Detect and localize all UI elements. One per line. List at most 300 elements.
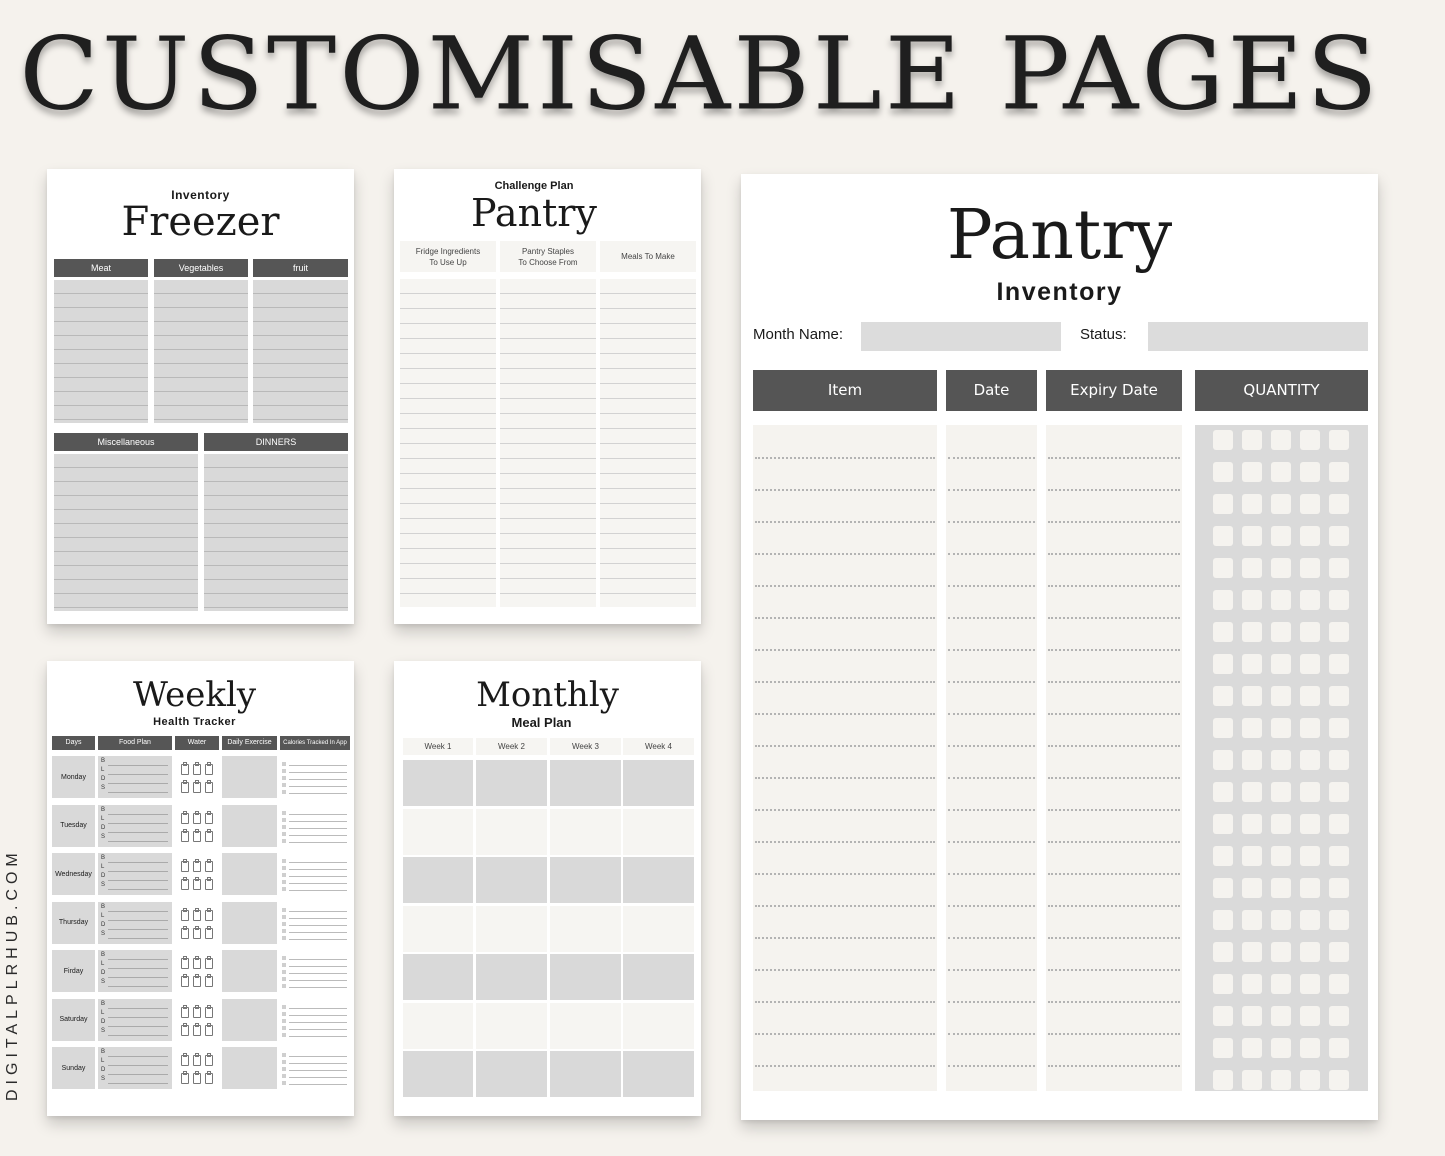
- month-name-label: Month Name:: [753, 326, 844, 343]
- calorie-line: [289, 842, 347, 843]
- weekly-day-cell: Thursday: [52, 902, 95, 944]
- quantity-checkbox: [1300, 1070, 1320, 1090]
- pantry-challenge-title: Pantry: [471, 191, 597, 235]
- dotted-row-line: [948, 585, 1035, 587]
- dotted-row-line: [755, 873, 935, 875]
- quantity-checkbox: [1329, 878, 1349, 898]
- freezer-subtitle: Inventory: [171, 188, 230, 202]
- weekly-food-plan-cell: [98, 950, 172, 992]
- calorie-checkbox: [282, 929, 286, 933]
- weekly-col-calories: Calories Tracked In App: [280, 736, 350, 750]
- meal-plan-cell: [550, 809, 621, 855]
- dotted-row-line: [1048, 1033, 1180, 1035]
- calorie-line: [289, 821, 347, 822]
- meal-plan-cell: [403, 809, 473, 855]
- weekly-col-days: Days: [52, 736, 95, 750]
- quantity-checkbox: [1213, 1070, 1233, 1090]
- weekly-food-plan-cell: [98, 902, 172, 944]
- water-bottle-icon: [205, 1007, 213, 1018]
- monthly-subtitle: Meal Plan: [511, 715, 572, 730]
- meal-letter: D: [101, 970, 106, 976]
- water-bottle-icon: [181, 928, 189, 939]
- quantity-checkbox: [1329, 782, 1349, 802]
- weekly-day-cell: Sunday: [52, 1047, 95, 1089]
- meal-line: [108, 986, 168, 987]
- water-bottle-icon: [205, 1055, 213, 1066]
- quantity-checkbox: [1300, 942, 1320, 962]
- meal-plan-cell: [550, 760, 621, 806]
- weekly-day-row: [47, 999, 354, 1043]
- calorie-checkbox: [282, 984, 286, 988]
- weekly-water-cell: [175, 756, 219, 798]
- monthly-title: Monthly: [476, 675, 619, 715]
- weekly-calories-cell: [280, 902, 350, 944]
- weekly-subtitle: Health Tracker: [153, 716, 236, 728]
- quantity-checkbox: [1300, 974, 1320, 994]
- meal-plan-cell: [403, 1003, 473, 1049]
- calorie-checkbox: [282, 977, 286, 981]
- calorie-checkbox: [282, 866, 286, 870]
- quantity-checkbox: [1329, 974, 1349, 994]
- meal-plan-cell: [550, 906, 621, 952]
- dotted-row-line: [948, 905, 1035, 907]
- water-bottle-icon: [205, 1073, 213, 1084]
- dotted-row-line: [948, 1033, 1035, 1035]
- calorie-checkbox: [282, 859, 286, 863]
- pantry-challenge-subtitle: Challenge Plan: [494, 180, 574, 192]
- meal-line: [108, 977, 168, 978]
- calorie-checkbox: [282, 818, 286, 822]
- pantry-inventory-page: [741, 174, 1378, 1120]
- dotted-row-line: [948, 841, 1035, 843]
- quantity-checkbox: [1329, 622, 1349, 642]
- quantity-checkbox: [1271, 846, 1291, 866]
- freezer-col-vegetables: Vegetables: [154, 259, 248, 277]
- meal-letter: B: [101, 952, 106, 958]
- meal-letter: L: [101, 815, 105, 822]
- water-bottle-icon: [181, 764, 189, 775]
- meal-line: [108, 1017, 168, 1018]
- dotted-row-line: [755, 713, 935, 715]
- status-label: Status:: [1080, 326, 1127, 343]
- calorie-line: [289, 1084, 347, 1085]
- calorie-line: [289, 980, 347, 981]
- dotted-row-line: [755, 1033, 935, 1035]
- water-bottle-icon: [193, 782, 201, 793]
- weekly-exercise-cell: [222, 756, 277, 798]
- weekly-water-cell: [175, 805, 219, 847]
- freezer-meat-area: [54, 280, 148, 423]
- dotted-row-line: [755, 1065, 935, 1067]
- meal-line: [108, 832, 168, 833]
- water-bottle-icon: [193, 1025, 201, 1036]
- water-bottle-icon: [205, 861, 213, 872]
- meal-letter: D: [101, 921, 106, 928]
- meal-line: [108, 1056, 168, 1057]
- quantity-checkbox: [1242, 1070, 1262, 1090]
- dotted-row-line: [1048, 1001, 1180, 1003]
- weekly-food-plan-cell: [98, 999, 172, 1041]
- weekly-exercise-cell: [222, 805, 277, 847]
- calorie-checkbox: [282, 811, 286, 815]
- weekly-day-row: [47, 853, 354, 897]
- quantity-checkbox: [1271, 622, 1291, 642]
- dotted-row-line: [755, 649, 935, 651]
- calorie-checkbox: [282, 1026, 286, 1030]
- dotted-row-line: [755, 553, 935, 555]
- quantity-checkbox: [1213, 462, 1233, 482]
- dotted-row-line: [948, 713, 1035, 715]
- weekly-col-water: Water: [175, 736, 219, 750]
- water-bottle-icon: [193, 879, 201, 890]
- monthly-col-week2: Week 2: [476, 738, 547, 755]
- quantity-checkbox: [1271, 1006, 1291, 1026]
- dotted-row-line: [948, 553, 1035, 555]
- quantity-checkbox: [1242, 622, 1262, 642]
- weekly-water-cell: [175, 902, 219, 944]
- monthly-col-week1: Week 1: [403, 738, 473, 755]
- meal-plan-cell: [550, 1051, 621, 1097]
- quantity-checkbox: [1300, 622, 1320, 642]
- meal-letter: S: [101, 930, 106, 937]
- side-watermark-text: DIGITALPLRHUB.COM: [4, 848, 21, 1101]
- quantity-checkbox: [1271, 910, 1291, 930]
- quantity-checkbox: [1213, 526, 1233, 546]
- water-bottle-icon: [193, 861, 201, 872]
- quantity-checkbox: [1271, 654, 1291, 674]
- meal-letter: S: [101, 979, 106, 985]
- freezer-col-fruit: fruit: [253, 259, 348, 277]
- quantity-checkbox: [1300, 878, 1320, 898]
- status-field[interactable]: [1148, 322, 1368, 351]
- water-bottle-icon: [181, 976, 189, 987]
- meal-line: [108, 823, 168, 824]
- monthly-col-week3: Week 3: [550, 738, 621, 755]
- quantity-checkbox: [1300, 590, 1320, 610]
- col-item: Item: [753, 370, 937, 411]
- calorie-line: [289, 779, 347, 780]
- pantry-challenge-col-fridge: [400, 241, 496, 272]
- weekly-calories-cell: [280, 756, 350, 798]
- meal-line: [108, 1008, 168, 1009]
- meal-line: [108, 1083, 168, 1084]
- quantity-checkbox: [1329, 590, 1349, 610]
- quantity-checkbox: [1271, 686, 1291, 706]
- quantity-checkbox: [1242, 782, 1262, 802]
- meal-line: [108, 911, 168, 912]
- dotted-row-line: [948, 1065, 1035, 1067]
- dotted-row-line: [755, 681, 935, 683]
- quantity-checkbox: [1300, 814, 1320, 834]
- calorie-line: [289, 918, 347, 919]
- dotted-row-line: [1048, 457, 1180, 459]
- quantity-checkbox: [1300, 782, 1320, 802]
- quantity-checkbox: [1242, 430, 1262, 450]
- meal-line: [108, 938, 168, 939]
- calorie-line: [289, 987, 347, 988]
- calorie-checkbox: [282, 915, 286, 919]
- col-date: Date: [946, 370, 1037, 411]
- meal-line: [108, 871, 168, 872]
- monthly-meal-plan-page: [394, 661, 701, 1116]
- meal-plan-cell: [623, 906, 694, 952]
- water-bottle-icon: [193, 1073, 201, 1084]
- headline: CUSTOMISABLE PAGES: [19, 15, 1381, 133]
- calorie-line: [289, 1036, 347, 1037]
- freezer-misc-area: [54, 454, 198, 611]
- dotted-row-line: [948, 969, 1035, 971]
- quantity-checkbox: [1329, 750, 1349, 770]
- quantity-checkbox: [1242, 974, 1262, 994]
- quantity-checkbox: [1329, 654, 1349, 674]
- meal-letter: L: [101, 864, 105, 870]
- calorie-checkbox: [282, 783, 286, 787]
- calorie-line: [289, 765, 347, 766]
- quantity-checkbox: [1213, 782, 1233, 802]
- calorie-line: [289, 1070, 347, 1071]
- dotted-row-line: [1048, 585, 1180, 587]
- weekly-calories-cell: [280, 950, 350, 992]
- quantity-checkbox: [1329, 718, 1349, 738]
- dotted-row-line: [948, 617, 1035, 619]
- calorie-checkbox: [282, 832, 286, 836]
- calorie-line: [289, 883, 347, 884]
- pantry-challenge-meals-area: [600, 279, 696, 607]
- calorie-checkbox: [282, 825, 286, 829]
- calorie-line: [289, 793, 347, 794]
- weekly-calories-cell: [280, 853, 350, 895]
- calorie-checkbox: [282, 1053, 286, 1057]
- dotted-row-line: [948, 745, 1035, 747]
- calorie-line: [289, 890, 347, 891]
- calorie-line: [289, 966, 347, 967]
- calorie-checkbox: [282, 1060, 286, 1064]
- quantity-checkbox: [1271, 1038, 1291, 1058]
- meal-letter: S: [101, 1076, 106, 1082]
- meal-plan-cell: [476, 906, 547, 952]
- water-bottle-icon: [205, 958, 213, 969]
- quantity-checkbox: [1271, 430, 1291, 450]
- quantity-checkbox: [1213, 878, 1233, 898]
- freezer-fruit-area: [253, 280, 348, 423]
- meal-letter: B: [101, 806, 106, 813]
- meal-letter: D: [101, 824, 106, 831]
- dotted-row-line: [755, 521, 935, 523]
- quantity-checkbox: [1271, 942, 1291, 962]
- meal-letter: B: [101, 758, 106, 764]
- quantity-checkbox: [1242, 526, 1262, 546]
- meal-line: [108, 929, 168, 930]
- water-bottle-icon: [205, 928, 213, 939]
- calorie-checkbox: [282, 970, 286, 974]
- item-column-area: [753, 425, 937, 1091]
- quantity-checkbox: [1271, 494, 1291, 514]
- weekly-health-tracker-page: [47, 661, 354, 1116]
- quantity-checkbox: [1300, 494, 1320, 514]
- water-bottle-icon: [181, 1007, 189, 1018]
- weekly-col-food-plan: Food Plan: [98, 736, 172, 750]
- meal-letter: S: [101, 1027, 106, 1034]
- calorie-line: [289, 1022, 347, 1023]
- calorie-checkbox: [282, 936, 286, 940]
- meal-line: [108, 783, 168, 784]
- freezer-col-misc: Miscellaneous: [54, 433, 198, 451]
- water-bottle-icon: [181, 861, 189, 872]
- water-bottle-icon: [181, 910, 189, 921]
- meal-letter: D: [101, 873, 106, 879]
- dotted-row-line: [948, 521, 1035, 523]
- water-bottle-icon: [193, 928, 201, 939]
- quantity-checkbox: [1242, 910, 1262, 930]
- quantity-checkbox: [1329, 526, 1349, 546]
- meal-letter: S: [101, 785, 106, 791]
- dotted-row-line: [1048, 681, 1180, 683]
- quantity-checkbox: [1213, 718, 1233, 738]
- dotted-row-line: [1048, 841, 1180, 843]
- meal-letter: B: [101, 1049, 106, 1055]
- meal-line: [108, 968, 168, 969]
- quantity-checkbox: [1271, 1070, 1291, 1090]
- weekly-day-row: [47, 950, 354, 994]
- weekly-food-plan-cell: [98, 805, 172, 847]
- freezer-col-dinners: DINNERS: [204, 433, 348, 451]
- dotted-row-line: [948, 809, 1035, 811]
- calorie-checkbox: [282, 922, 286, 926]
- quantity-checkbox: [1213, 590, 1233, 610]
- weekly-calories-cell: [280, 805, 350, 847]
- calorie-checkbox: [282, 1081, 286, 1085]
- meal-plan-cell: [476, 857, 547, 903]
- dotted-row-line: [1048, 649, 1180, 651]
- meal-plan-cell: [550, 1003, 621, 1049]
- dotted-row-line: [948, 937, 1035, 939]
- water-bottle-icon: [193, 910, 201, 921]
- calorie-line: [289, 939, 347, 940]
- dotted-row-line: [755, 937, 935, 939]
- water-bottle-icon: [181, 958, 189, 969]
- col-expiry-date: Expiry Date: [1046, 370, 1182, 411]
- dotted-row-line: [1048, 905, 1180, 907]
- quantity-checkbox: [1242, 878, 1262, 898]
- meal-plan-cell: [623, 1003, 694, 1049]
- quantity-checkbox: [1242, 750, 1262, 770]
- water-bottle-icon: [193, 813, 201, 824]
- freezer-col-meat: Meat: [54, 259, 148, 277]
- dotted-row-line: [1048, 745, 1180, 747]
- quantity-checkbox: [1300, 462, 1320, 482]
- quantity-checkbox: [1242, 1038, 1262, 1058]
- dotted-row-line: [755, 489, 935, 491]
- meal-line: [108, 1026, 168, 1027]
- quantity-checkbox: [1271, 526, 1291, 546]
- quantity-checkbox: [1242, 558, 1262, 578]
- calorie-line: [289, 1077, 347, 1078]
- month-name-field[interactable]: [861, 322, 1061, 351]
- pantry-challenge-page: [394, 169, 701, 624]
- meal-letter: S: [101, 833, 106, 840]
- quantity-checkbox: [1271, 718, 1291, 738]
- col-quantity: QUANTITY: [1195, 370, 1368, 411]
- calorie-line: [289, 911, 347, 912]
- meal-plan-cell: [623, 857, 694, 903]
- quantity-checkbox: [1213, 910, 1233, 930]
- dotted-row-line: [1048, 969, 1180, 971]
- calorie-line: [289, 1008, 347, 1009]
- water-bottle-icon: [205, 910, 213, 921]
- weekly-exercise-cell: [222, 950, 277, 992]
- meal-plan-cell: [403, 1051, 473, 1097]
- quantity-checkbox: [1329, 430, 1349, 450]
- calorie-line: [289, 876, 347, 877]
- weekly-water-cell: [175, 853, 219, 895]
- calorie-checkbox: [282, 1067, 286, 1071]
- dotted-row-line: [755, 745, 935, 747]
- weekly-day-row: [47, 1047, 354, 1091]
- calorie-line: [289, 835, 347, 836]
- water-bottle-icon: [205, 976, 213, 987]
- calorie-checkbox: [282, 880, 286, 884]
- quantity-checkbox: [1271, 462, 1291, 482]
- quantity-checkbox: [1300, 654, 1320, 674]
- dotted-row-line: [755, 969, 935, 971]
- calorie-checkbox: [282, 887, 286, 891]
- dotted-row-line: [755, 617, 935, 619]
- calorie-checkbox: [282, 776, 286, 780]
- meal-letter: L: [101, 1058, 105, 1064]
- calorie-line: [289, 925, 347, 926]
- quantity-checkbox: [1271, 558, 1291, 578]
- quantity-checkbox: [1329, 1006, 1349, 1026]
- quantity-checkbox: [1213, 1038, 1233, 1058]
- quantity-checkbox: [1242, 942, 1262, 962]
- meal-letter: S: [101, 882, 106, 888]
- meal-plan-cell: [623, 809, 694, 855]
- quantity-checkbox: [1329, 558, 1349, 578]
- calorie-checkbox: [282, 790, 286, 794]
- quantity-checkbox: [1300, 526, 1320, 546]
- weekly-day-row: [47, 805, 354, 849]
- meal-line: [108, 841, 168, 842]
- calorie-checkbox: [282, 1019, 286, 1023]
- quantity-checkbox: [1213, 942, 1233, 962]
- weekly-day-cell: Saturday: [52, 999, 95, 1041]
- water-bottle-icon: [181, 1073, 189, 1084]
- meal-plan-cell: [403, 954, 473, 1000]
- meal-letter: B: [101, 1000, 106, 1007]
- meal-letter: D: [101, 776, 106, 782]
- quantity-checkbox: [1271, 974, 1291, 994]
- dotted-row-line: [1048, 777, 1180, 779]
- water-bottle-icon: [205, 831, 213, 842]
- monthly-col-week4: Week 4: [623, 738, 694, 755]
- meal-letter: L: [101, 912, 105, 919]
- meal-plan-cell: [476, 760, 547, 806]
- meal-plan-cell: [550, 954, 621, 1000]
- meal-letter: D: [101, 1018, 106, 1025]
- meal-plan-cell: [623, 760, 694, 806]
- quantity-checkbox: [1242, 814, 1262, 834]
- calorie-line: [289, 1015, 347, 1016]
- pantry-challenge-staples-area: [500, 279, 596, 607]
- quantity-checkbox: [1329, 1070, 1349, 1090]
- weekly-water-cell: [175, 1047, 219, 1089]
- quantity-checkbox: [1242, 654, 1262, 674]
- col-fridge-label: Fridge Ingredients To Use Up: [415, 246, 481, 267]
- dotted-row-line: [948, 1001, 1035, 1003]
- quantity-checkbox: [1300, 430, 1320, 450]
- calorie-checkbox: [282, 963, 286, 967]
- quantity-checkbox: [1300, 558, 1320, 578]
